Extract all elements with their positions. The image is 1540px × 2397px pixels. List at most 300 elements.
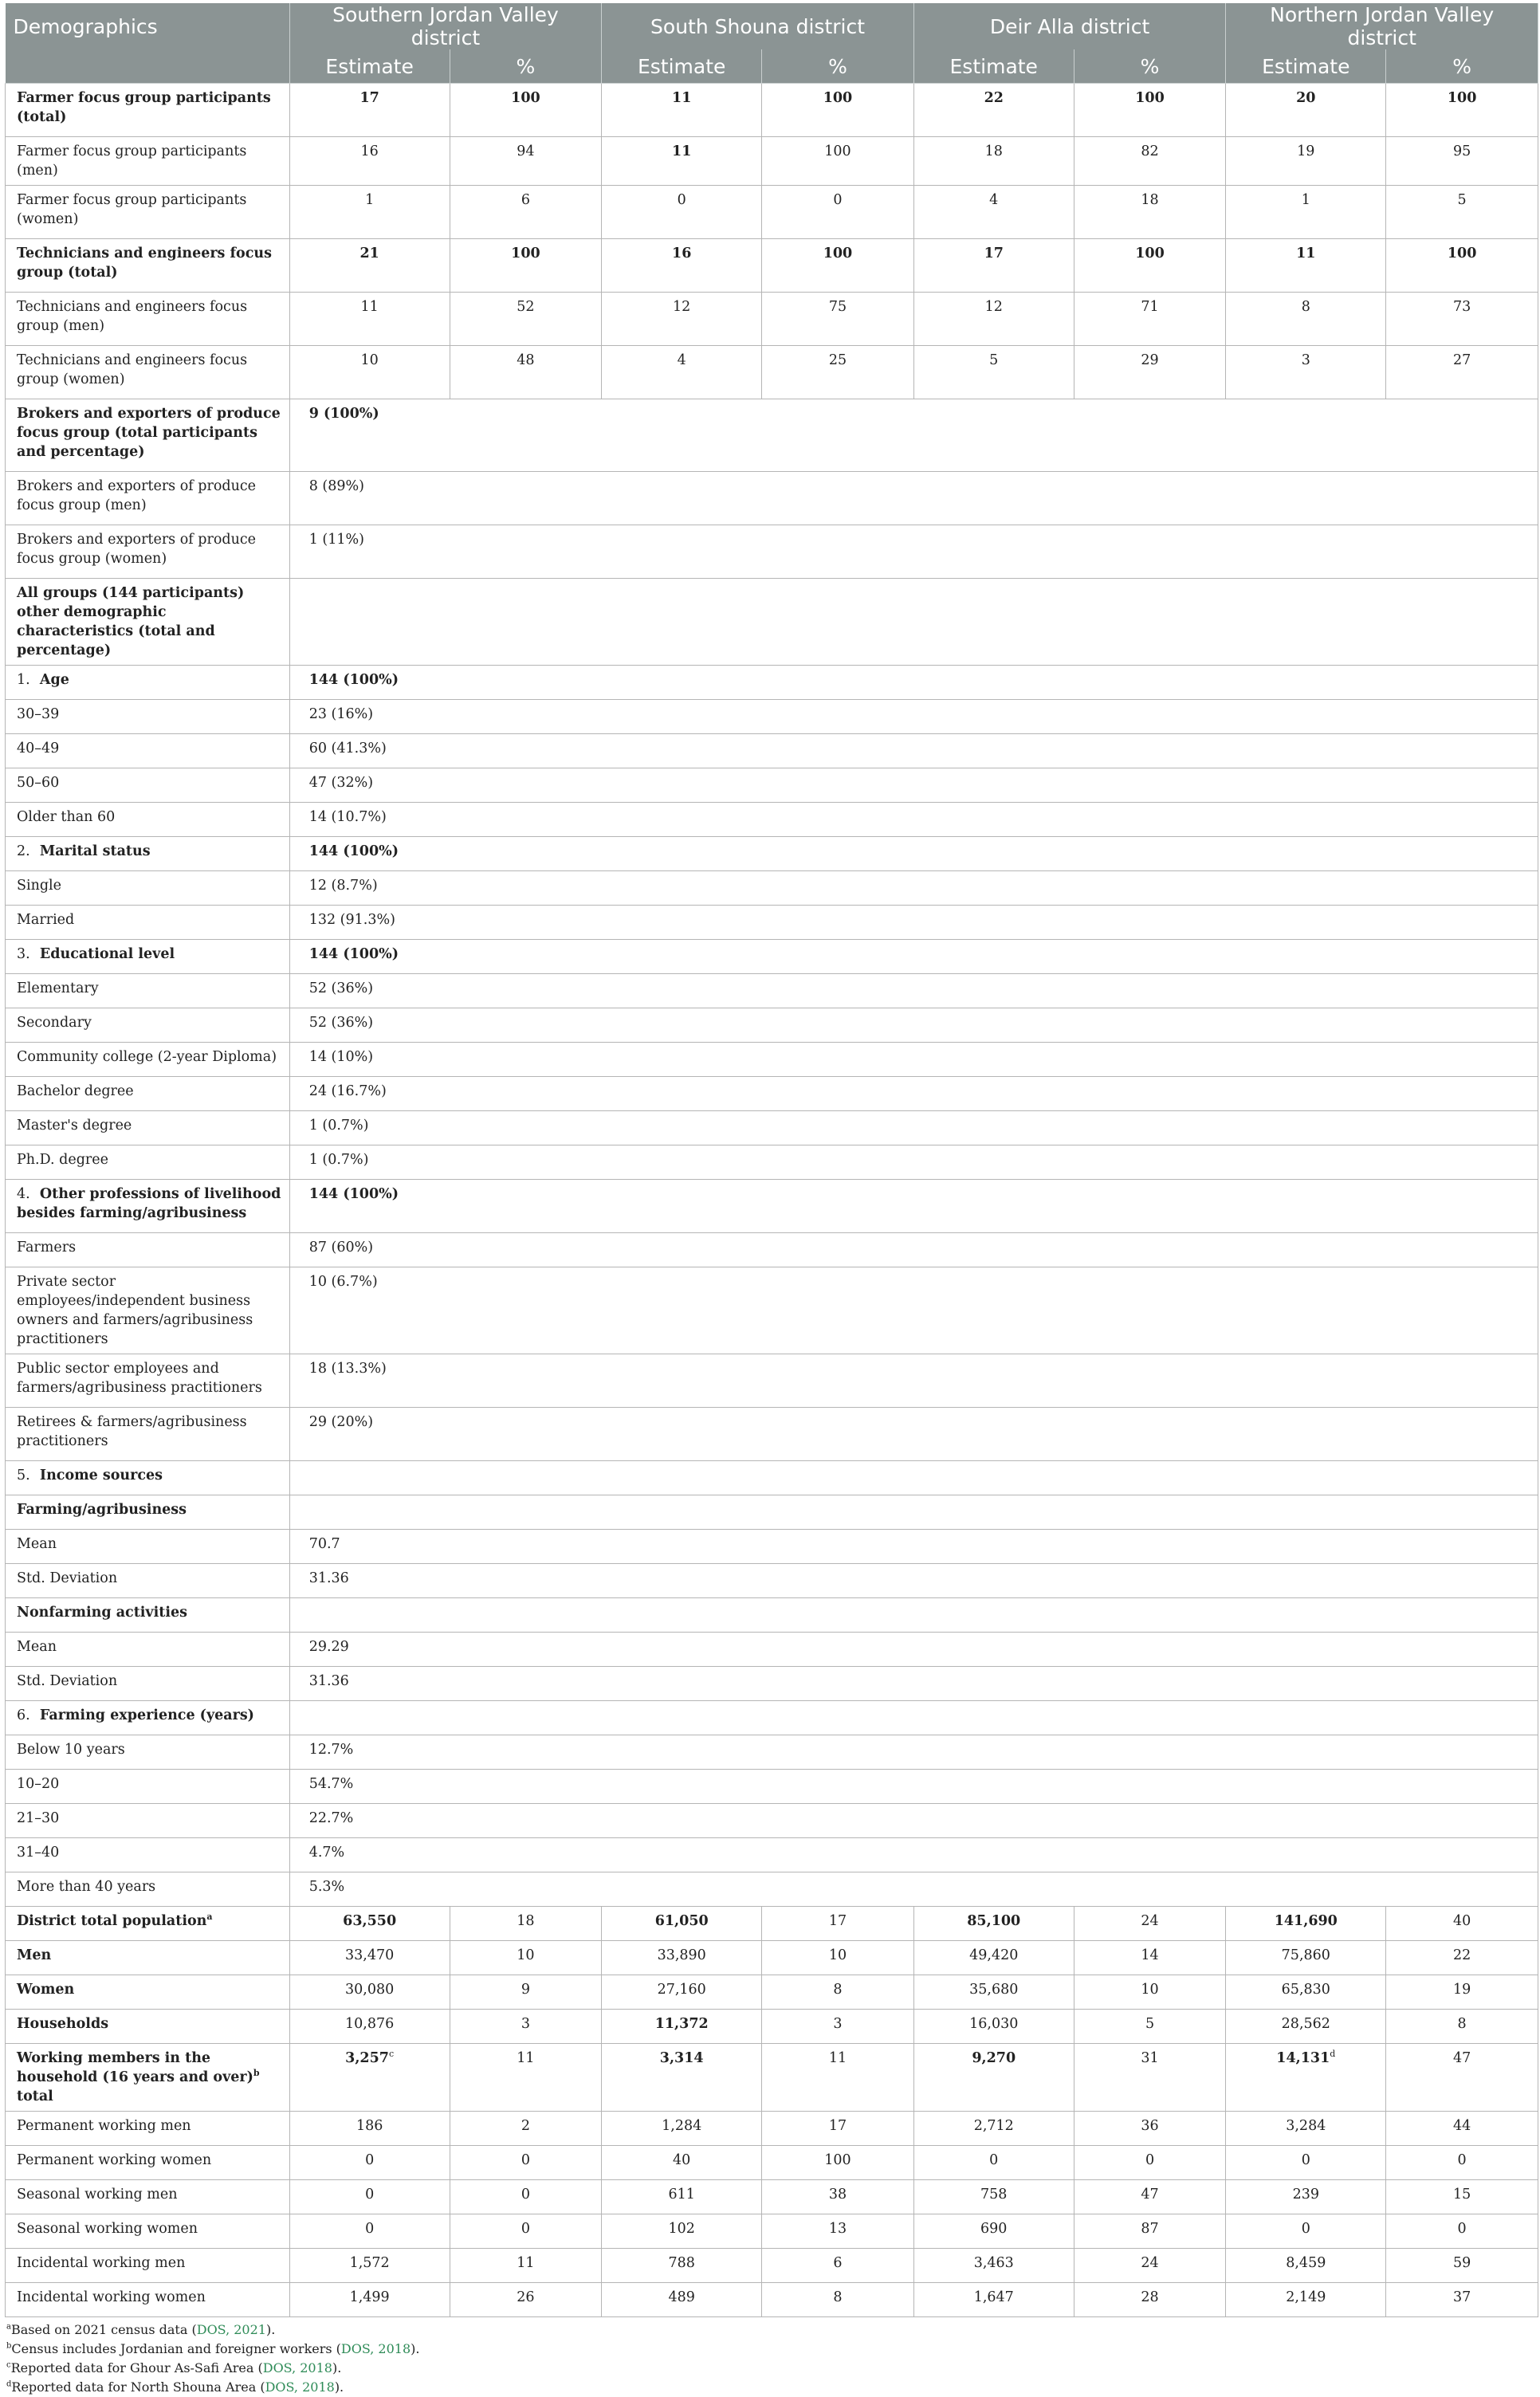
row-label bbox=[6, 837, 290, 871]
cell: 1 (0.7%) bbox=[289, 1111, 1538, 1145]
table-row bbox=[6, 472, 1538, 525]
table-row bbox=[6, 666, 1538, 700]
cell: 3,463 bbox=[913, 2249, 1074, 2283]
table-row bbox=[6, 803, 1538, 837]
cell: 63,550 bbox=[289, 1907, 450, 1941]
table-row bbox=[6, 1667, 1538, 1701]
cell: 3 bbox=[1226, 346, 1386, 399]
section-title: Farming experience (years) bbox=[39, 1707, 254, 1723]
row-label: Permanent working women bbox=[6, 2146, 290, 2180]
row-label-text: District total population bbox=[17, 1913, 207, 1929]
cell: 47 (32%) bbox=[289, 768, 1538, 803]
cell: 8 bbox=[762, 1975, 914, 2010]
cell: 0 bbox=[1386, 2146, 1538, 2180]
row-label: Private sector employees/independent business owners and farmers/agribusiness practitioners bbox=[6, 1267, 290, 1354]
table-row bbox=[6, 1043, 1538, 1077]
row-label: Nonfarming activities bbox=[6, 1598, 290, 1633]
cell: 0 bbox=[913, 2146, 1074, 2180]
cell: 70.7 bbox=[289, 1530, 1538, 1564]
cell: 0 bbox=[762, 186, 914, 239]
cell: 100 bbox=[762, 2146, 914, 2180]
cell: 28 bbox=[1074, 2283, 1226, 2317]
table-row bbox=[6, 525, 1538, 579]
cell: 3,314 bbox=[602, 2044, 762, 2112]
cell: 8,459 bbox=[1226, 2249, 1386, 2283]
row-label: 40–49 bbox=[6, 734, 290, 768]
footnote-citation-link[interactable]: DOS, 2018 bbox=[262, 2360, 332, 2375]
row-label: Brokers and exporters of produce focus group (women) bbox=[6, 525, 290, 579]
cell: 141,690 bbox=[1226, 1907, 1386, 1941]
table-row bbox=[6, 1838, 1538, 1872]
cell: 100 bbox=[762, 84, 914, 137]
cell: 10 bbox=[289, 346, 450, 399]
cell: 17 bbox=[913, 239, 1074, 293]
cell: 22 bbox=[1386, 1941, 1538, 1975]
cell: 4 bbox=[913, 186, 1074, 239]
row-label bbox=[6, 1180, 290, 1233]
cell: 6 bbox=[762, 2249, 914, 2283]
table-row bbox=[6, 1008, 1538, 1043]
cell: 10 bbox=[1074, 1975, 1226, 2010]
cell: 30,080 bbox=[289, 1975, 450, 2010]
cell: 1,647 bbox=[913, 2283, 1074, 2317]
row-label: Secondary bbox=[6, 1008, 290, 1043]
row-label: Men bbox=[6, 1941, 290, 1975]
table-row bbox=[6, 1770, 1538, 1804]
row-label: Seasonal working men bbox=[6, 2180, 290, 2214]
footnote-citation-link[interactable]: DOS, 2018 bbox=[340, 2341, 411, 2356]
cell: 2,712 bbox=[913, 2112, 1074, 2146]
table-row bbox=[6, 1598, 1538, 1633]
table-body bbox=[6, 84, 1538, 2317]
cell: 100 bbox=[450, 239, 602, 293]
row-label bbox=[6, 666, 290, 700]
cell: 29 (20%) bbox=[289, 1408, 1538, 1461]
cell: 239 bbox=[1226, 2180, 1386, 2214]
table-row bbox=[6, 399, 1538, 472]
row-label: Std. Deviation bbox=[6, 1667, 290, 1701]
row-label: Technicians and engineers focus group (total) bbox=[6, 239, 290, 293]
row-label: All groups (144 participants) other demographic characteristics (total and percentage) bbox=[6, 579, 290, 666]
cell: 144 (100%) bbox=[289, 837, 1538, 871]
cell: 1 bbox=[289, 186, 450, 239]
table-row bbox=[6, 1735, 1538, 1770]
footnote-mark: c bbox=[388, 2049, 395, 2060]
header-estimate: Estimate bbox=[289, 49, 450, 84]
cell: 26 bbox=[450, 2283, 602, 2317]
cell: 52 bbox=[450, 293, 602, 346]
header-estimate: Estimate bbox=[913, 49, 1074, 84]
cell: 10,876 bbox=[289, 2010, 450, 2044]
cell: 52 (36%) bbox=[289, 974, 1538, 1008]
cell: 18 bbox=[450, 1907, 602, 1941]
cell: 100 bbox=[762, 239, 914, 293]
table-row bbox=[6, 1495, 1538, 1530]
table-row bbox=[6, 1233, 1538, 1267]
cell: 9 bbox=[450, 1975, 602, 2010]
table-row bbox=[6, 186, 1538, 239]
row-label: 50–60 bbox=[6, 768, 290, 803]
table-row bbox=[6, 2112, 1538, 2146]
section-number: 3. bbox=[17, 946, 30, 962]
cell: 54.7% bbox=[289, 1770, 1538, 1804]
header-estimate: Estimate bbox=[602, 49, 762, 84]
table-row bbox=[6, 1804, 1538, 1838]
cell: 8 bbox=[1226, 293, 1386, 346]
cell: 0 bbox=[450, 2146, 602, 2180]
cell: 82 bbox=[1074, 137, 1226, 186]
table-row bbox=[6, 1267, 1538, 1354]
cell: 59 bbox=[1386, 2249, 1538, 2283]
row-label: Farming/agribusiness bbox=[6, 1495, 290, 1530]
table-row bbox=[6, 2146, 1538, 2180]
cell: 11 bbox=[450, 2249, 602, 2283]
cell: 24 bbox=[1074, 2249, 1226, 2283]
footnote-end: ). bbox=[265, 2322, 276, 2337]
row-label: Public sector employees and farmers/agribusiness practitioners bbox=[6, 1354, 290, 1408]
table-row bbox=[6, 137, 1538, 186]
section-title: Age bbox=[39, 672, 69, 688]
cell: 144 (100%) bbox=[289, 1180, 1538, 1233]
row-label: Brokers and exporters of produce focus group (men) bbox=[6, 472, 290, 525]
row-label: Farmer focus group participants (total) bbox=[6, 84, 290, 137]
cell: 186 bbox=[289, 2112, 450, 2146]
table-row bbox=[6, 1408, 1538, 1461]
cell: 788 bbox=[602, 2249, 762, 2283]
row-label: 21–30 bbox=[6, 1804, 290, 1838]
cell: 1 bbox=[1226, 186, 1386, 239]
cell: 61,050 bbox=[602, 1907, 762, 1941]
row-label-suffix: total bbox=[17, 2089, 53, 2104]
row-label: Retirees & farmers/agribusiness practitioners bbox=[6, 1408, 290, 1461]
cell bbox=[289, 1598, 1538, 1633]
row-label: Farmers bbox=[6, 1233, 290, 1267]
cell: 9 (100%) bbox=[289, 399, 1538, 472]
cell: 14 (10.7%) bbox=[289, 803, 1538, 837]
cell: 28,562 bbox=[1226, 2010, 1386, 2044]
cell: 0 bbox=[1386, 2214, 1538, 2249]
header-demographics: Demographics bbox=[6, 3, 290, 49]
row-label: Bachelor degree bbox=[6, 1077, 290, 1111]
cell: 31.36 bbox=[289, 1564, 1538, 1598]
cell: 14 bbox=[1074, 1941, 1226, 1975]
cell: 15 bbox=[1386, 2180, 1538, 2214]
footnote-mark: b bbox=[253, 2068, 260, 2079]
header-estimate: Estimate bbox=[1226, 49, 1386, 84]
table-row bbox=[6, 2249, 1538, 2283]
footnote-mark: c bbox=[6, 2360, 11, 2370]
cell: 5.3% bbox=[289, 1872, 1538, 1907]
cell: 44 bbox=[1386, 2112, 1538, 2146]
cell: 11 bbox=[602, 137, 762, 186]
cell: 24 (16.7%) bbox=[289, 1077, 1538, 1111]
table-row bbox=[6, 837, 1538, 871]
cell: 87 bbox=[1074, 2214, 1226, 2249]
cell: 95 bbox=[1386, 137, 1538, 186]
cell: 31.36 bbox=[289, 1667, 1538, 1701]
cell: 23 (16%) bbox=[289, 700, 1538, 734]
cell: 73 bbox=[1386, 293, 1538, 346]
table-row bbox=[6, 84, 1538, 137]
cell: 611 bbox=[602, 2180, 762, 2214]
cell: 29 bbox=[1074, 346, 1226, 399]
cell: 132 (91.3%) bbox=[289, 906, 1538, 940]
cell: 17 bbox=[762, 2112, 914, 2146]
table-row bbox=[6, 1907, 1538, 1941]
header-district-1: Southern Jordan Valley district bbox=[289, 3, 602, 49]
header-percent: % bbox=[1386, 49, 1538, 84]
cell: 60 (41.3%) bbox=[289, 734, 1538, 768]
cell: 0 bbox=[450, 2180, 602, 2214]
cell bbox=[289, 2044, 450, 2112]
cell: 2 bbox=[450, 2112, 602, 2146]
row-label: Permanent working men bbox=[6, 2112, 290, 2146]
row-label bbox=[6, 2044, 290, 2112]
cell: 8 (89%) bbox=[289, 472, 1538, 525]
row-label: Mean bbox=[6, 1530, 290, 1564]
table-row bbox=[6, 579, 1538, 666]
row-label: 10–20 bbox=[6, 1770, 290, 1804]
row-label: Farmer focus group participants (men) bbox=[6, 137, 290, 186]
cell: 3,284 bbox=[1226, 2112, 1386, 2146]
cell: 10 bbox=[450, 1941, 602, 1975]
section-title: Other professions of livelihood besides farming/agribusiness bbox=[17, 1186, 281, 1221]
table-row bbox=[6, 1564, 1538, 1598]
cell: 1,284 bbox=[602, 2112, 762, 2146]
footnote-mark: d bbox=[6, 2379, 12, 2389]
cell: 0 bbox=[1226, 2214, 1386, 2249]
cell: 758 bbox=[913, 2180, 1074, 2214]
table-row bbox=[6, 293, 1538, 346]
cell: 8 bbox=[1386, 2010, 1538, 2044]
table-row bbox=[6, 1354, 1538, 1408]
cell-value: 14,131 bbox=[1276, 2050, 1330, 2066]
cell: 48 bbox=[450, 346, 602, 399]
table-row bbox=[6, 1145, 1538, 1180]
section-title: Marital status bbox=[39, 843, 151, 859]
row-label: Seasonal working women bbox=[6, 2214, 290, 2249]
cell: 38 bbox=[762, 2180, 914, 2214]
table-row bbox=[6, 1872, 1538, 1907]
cell: 5 bbox=[1074, 2010, 1226, 2044]
cell: 33,470 bbox=[289, 1941, 450, 1975]
cell bbox=[289, 1701, 1538, 1735]
row-label bbox=[6, 940, 290, 974]
cell: 11,372 bbox=[602, 2010, 762, 2044]
cell: 100 bbox=[1074, 239, 1226, 293]
cell: 12.7% bbox=[289, 1735, 1538, 1770]
row-label: Community college (2-year Diploma) bbox=[6, 1043, 290, 1077]
cell: 29.29 bbox=[289, 1633, 1538, 1667]
cell bbox=[289, 1461, 1538, 1495]
cell: 22 bbox=[913, 84, 1074, 137]
row-label bbox=[6, 1461, 290, 1495]
cell: 65,830 bbox=[1226, 1975, 1386, 2010]
cell: 25 bbox=[762, 346, 914, 399]
header-percent: % bbox=[762, 49, 914, 84]
cell: 1 (11%) bbox=[289, 525, 1538, 579]
cell: 5 bbox=[1386, 186, 1538, 239]
header-district-3: Deir Alla district bbox=[913, 3, 1226, 49]
table-row bbox=[6, 2283, 1538, 2317]
table-row bbox=[6, 2214, 1538, 2249]
footnote-end: ). bbox=[334, 2379, 344, 2395]
cell: 17 bbox=[762, 1907, 914, 1941]
footnote-text: Census includes Jordanian and foreigner workers ( bbox=[11, 2341, 341, 2356]
cell: 33,890 bbox=[602, 1941, 762, 1975]
section-number: 2. bbox=[17, 843, 30, 859]
cell: 0 bbox=[289, 2214, 450, 2249]
table-row bbox=[6, 1461, 1538, 1495]
cell: 18 (13.3%) bbox=[289, 1354, 1538, 1408]
row-label: Farmer focus group participants (women) bbox=[6, 186, 290, 239]
cell: 144 (100%) bbox=[289, 940, 1538, 974]
cell: 24 bbox=[1074, 1907, 1226, 1941]
cell: 11 bbox=[450, 2044, 602, 2112]
cell: 0 bbox=[450, 2214, 602, 2249]
cell bbox=[1226, 2044, 1386, 2112]
table-row bbox=[6, 871, 1538, 906]
cell: 22.7% bbox=[289, 1804, 1538, 1838]
cell: 19 bbox=[1226, 137, 1386, 186]
cell: 11 bbox=[602, 84, 762, 137]
table-header bbox=[6, 3, 1538, 84]
cell: 690 bbox=[913, 2214, 1074, 2249]
row-label: Ph.D. degree bbox=[6, 1145, 290, 1180]
cell: 27 bbox=[1386, 346, 1538, 399]
cell: 27,160 bbox=[602, 1975, 762, 2010]
cell: 13 bbox=[762, 2214, 914, 2249]
table-row bbox=[6, 768, 1538, 803]
cell: 100 bbox=[1386, 239, 1538, 293]
cell: 2,149 bbox=[1226, 2283, 1386, 2317]
header-district-2: South Shouna district bbox=[602, 3, 914, 49]
footnote-end: ). bbox=[411, 2341, 420, 2356]
table-row bbox=[6, 2180, 1538, 2214]
row-label: Incidental working women bbox=[6, 2283, 290, 2317]
row-label: Single bbox=[6, 871, 290, 906]
row-label bbox=[6, 1701, 290, 1735]
cell: 85,100 bbox=[913, 1907, 1074, 1941]
section-number: 6. bbox=[17, 1707, 30, 1723]
cell: 0 bbox=[602, 186, 762, 239]
cell: 102 bbox=[602, 2214, 762, 2249]
cell: 11 bbox=[1226, 239, 1386, 293]
demographics-table-container bbox=[5, 3, 1538, 2397]
row-label: More than 40 years bbox=[6, 1872, 290, 1907]
footnote-mark: a bbox=[206, 1912, 213, 1923]
row-label: Brokers and exporters of produce focus group (total participants and percentage) bbox=[6, 399, 290, 472]
row-label: Technicians and engineers focus group (men) bbox=[6, 293, 290, 346]
cell: 5 bbox=[913, 346, 1074, 399]
footnote-citation-link[interactable]: DOS, 2021 bbox=[196, 2322, 266, 2337]
row-label: Mean bbox=[6, 1633, 290, 1667]
cell: 75 bbox=[762, 293, 914, 346]
section-number: 1. bbox=[17, 672, 30, 688]
cell: 36 bbox=[1074, 2112, 1226, 2146]
cell bbox=[289, 579, 1538, 666]
footnote-citation-link[interactable]: DOS, 2018 bbox=[265, 2379, 335, 2395]
cell: 49,420 bbox=[913, 1941, 1074, 1975]
cell: 31 bbox=[1074, 2044, 1226, 2112]
cell: 10 bbox=[762, 1941, 914, 1975]
cell: 87 (60%) bbox=[289, 1233, 1538, 1267]
cell: 0 bbox=[1074, 2146, 1226, 2180]
cell: 3 bbox=[450, 2010, 602, 2044]
footnote-mark: a bbox=[6, 2322, 11, 2332]
row-label: Technicians and engineers focus group (women) bbox=[6, 346, 290, 399]
cell: 18 bbox=[1074, 186, 1226, 239]
table-row bbox=[6, 1701, 1538, 1735]
footnote-mark: d bbox=[1330, 2049, 1336, 2060]
row-label: Std. Deviation bbox=[6, 1564, 290, 1598]
table-row bbox=[6, 940, 1538, 974]
row-label: Incidental working men bbox=[6, 2249, 290, 2283]
cell: 19 bbox=[1386, 1975, 1538, 2010]
cell: 12 bbox=[913, 293, 1074, 346]
footnote bbox=[5, 2359, 1538, 2378]
footnote-text: Based on 2021 census data ( bbox=[10, 2322, 197, 2337]
row-label: 31–40 bbox=[6, 1838, 290, 1872]
section-number: 4. bbox=[17, 1186, 30, 1202]
row-label: Women bbox=[6, 1975, 290, 2010]
cell: 100 bbox=[1074, 84, 1226, 137]
table-row bbox=[6, 700, 1538, 734]
cell: 12 (8.7%) bbox=[289, 871, 1538, 906]
cell: 14 (10%) bbox=[289, 1043, 1538, 1077]
cell: 6 bbox=[450, 186, 602, 239]
cell: 40 bbox=[602, 2146, 762, 2180]
footnote bbox=[5, 2320, 1538, 2340]
cell bbox=[289, 1495, 1538, 1530]
cell: 11 bbox=[762, 2044, 914, 2112]
cell: 37 bbox=[1386, 2283, 1538, 2317]
cell: 0 bbox=[289, 2180, 450, 2214]
header-percent: % bbox=[1074, 49, 1226, 84]
footnote-mark: b bbox=[6, 2341, 12, 2351]
cell: 4 bbox=[602, 346, 762, 399]
table-row bbox=[6, 906, 1538, 940]
demographics-table bbox=[5, 3, 1538, 2317]
row-label: 30–39 bbox=[6, 700, 290, 734]
cell: 1,499 bbox=[289, 2283, 450, 2317]
cell: 1 (0.7%) bbox=[289, 1145, 1538, 1180]
row-label: Older than 60 bbox=[6, 803, 290, 837]
cell: 12 bbox=[602, 293, 762, 346]
cell: 0 bbox=[289, 2146, 450, 2180]
row-label: Households bbox=[6, 2010, 290, 2044]
table-row bbox=[6, 346, 1538, 399]
cell: 17 bbox=[289, 84, 450, 137]
footnote-text: Reported data for North Shouna Area ( bbox=[11, 2379, 265, 2395]
row-label: Married bbox=[6, 906, 290, 940]
cell: 100 bbox=[450, 84, 602, 137]
cell: 20 bbox=[1226, 84, 1386, 137]
cell: 10 (6.7%) bbox=[289, 1267, 1538, 1354]
table-row bbox=[6, 2044, 1538, 2112]
cell: 9,270 bbox=[913, 2044, 1074, 2112]
cell: 144 (100%) bbox=[289, 666, 1538, 700]
cell: 16 bbox=[289, 137, 450, 186]
table-row bbox=[6, 734, 1538, 768]
footnote bbox=[5, 2378, 1538, 2397]
cell: 0 bbox=[1226, 2146, 1386, 2180]
cell: 1,572 bbox=[289, 2249, 450, 2283]
cell: 40 bbox=[1386, 1907, 1538, 1941]
cell: 8 bbox=[762, 2283, 914, 2317]
row-label: Below 10 years bbox=[6, 1735, 290, 1770]
row-label: Master's degree bbox=[6, 1111, 290, 1145]
